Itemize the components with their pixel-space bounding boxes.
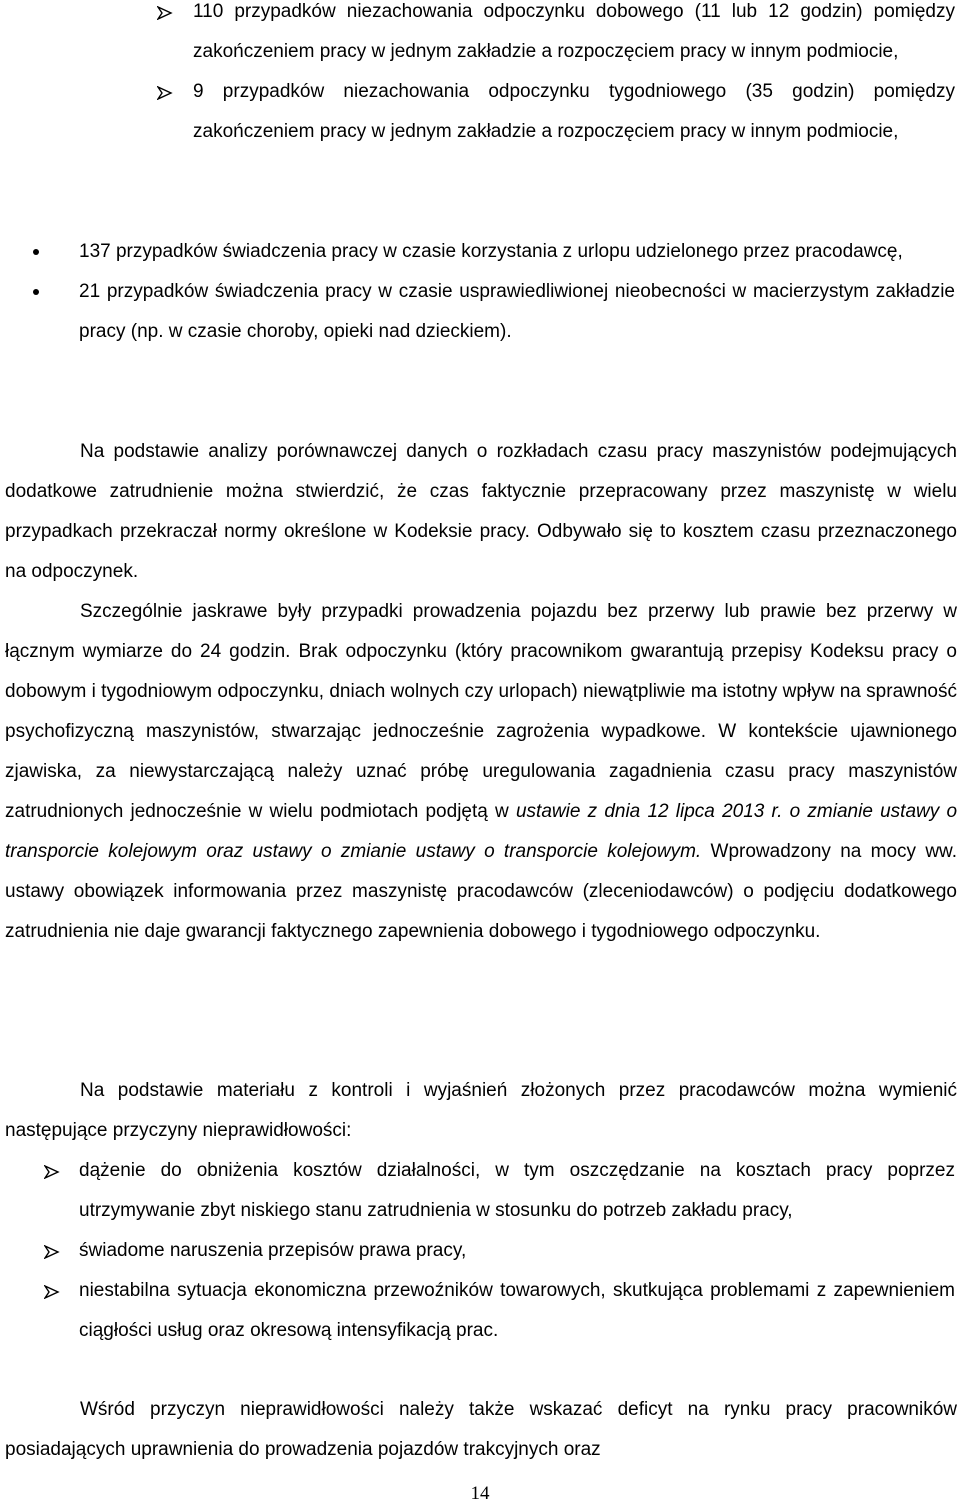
list-item-text: 137 przypadków świadczenia pracy w czasie korzystania z urlopu udzielonego przez pracodawcę,: [79, 241, 903, 262]
list-item-text: 110 przypadków niezachowania odpoczynku dobowego (11 lub 12 godzin) pomiędzy zakończeniem pracy w jednym zakładzie a rozpoczęciem pracy w innym podmiocie,: [193, 1, 955, 62]
bullet-list: [79, 232, 955, 352]
arrow-bullet-icon: [157, 72, 177, 112]
arrow-bullet-icon: [44, 1151, 64, 1191]
paragraph-rest-violations: [5, 592, 957, 952]
list-item-text: 21 przypadków świadczenia pracy w czasie usprawiedliwionej nieobecności w macierzystym zakładzie pracy (np. w czasie choroby, opieki nad dzieckiem).: [79, 281, 955, 342]
list-item: [79, 1231, 955, 1271]
page-number: 14: [470, 1483, 490, 1504]
arrow-list-causes: [79, 1151, 955, 1351]
bullet-dot-icon: [33, 249, 39, 255]
list-item: [79, 1151, 955, 1231]
paragraph-analysis: Na podstawie analizy porównawczej danych o rozkładach czasu pracy maszynistów podejmujących dodatkowe zatrudnienie można stwierdzić, że czas faktycznie przepracowany przez maszynistę w wielu przypadkach przekraczał normy określone w Kodeksie pracy. Odbywało się to kosztem czasu przeznaczonego na odpoczynek.: [5, 441, 957, 582]
arrow-bullet-icon: [157, 0, 177, 32]
list-item-text: niestabilna sytuacja ekonomiczna przewoźników towarowych, skutkująca problemami z zapewnieniem ciągłości usług oraz okresową intensyfikacją prac.: [79, 1280, 955, 1341]
act-title: ustawie z dnia 12 lipca 2013 r. o zmianie ustawy o transporcie kolejowym oraz ustawy o zmianie ustawy o transporcie kolejowym.: [5, 801, 958, 862]
arrow-bullet-icon: [44, 1271, 64, 1311]
arrow-bullet-icon: [44, 1231, 64, 1271]
list-item-text: świadome naruszenia przepisów prawa pracy,: [79, 1240, 467, 1261]
paragraph-causes-intro: Na podstawie materiału z kontroli i wyjaśnień złożonych przez pracodawców można wymienić następujące przyczyny nieprawidłowości:: [5, 1080, 957, 1141]
list-item-text: 9 przypadków niezachowania odpoczynku tygodniowego (35 godzin) pomiędzy zakończeniem pracy w jednym zakładzie a rozpoczęciem pracy w innym podmiocie,: [193, 81, 955, 142]
list-item: [193, 0, 955, 72]
arrow-list-top: [193, 0, 955, 152]
list-item: [79, 272, 955, 352]
bullet-dot-icon: [33, 289, 39, 295]
paragraph-market-deficit: Wśród przyczyn nieprawidłowości należy także wskazać deficyt na rynku pracy pracowników posiadających uprawnienia do prowadzenia pojazdów trakcyjnych oraz: [5, 1399, 957, 1460]
paragraph-text: Wprowadzony na mocy ww. ustawy obowiązek informowania przez maszynistę pracodawców (zleceniodawców) o podjęciu dodatkowego zatrudnienia nie daje gwarancji faktycznego zapewnienia dobowego i tygodniowego odpoczynku.: [5, 841, 958, 942]
list-item: [79, 1271, 955, 1351]
paragraph-text: Szczególnie jaskrawe były przypadki prowadzenia pojazdu bez przerwy lub prawie bez przerwy w łącznym wymiarze do 24 godzin. Brak odpoczynku (który pracownikom gwarantują przepisy Kodeksu pracy o dobowym i tygodniowym odpoczynku, dniach wolnych czy urlopach) niewątpliwie ma istotny wpływ na sprawność psychofizyczną maszynistów, stwarzając jednocześnie zagrożenia wypadkowe. W kontekście ujawnionego zjawiska, za niewystarczającą należy uznać próbę uregulowania zagadnienia czasu pracy maszynistów zatrudnionych jednocześnie w wielu podmiotach podjętą w: [5, 601, 957, 822]
list-item: [79, 232, 955, 272]
list-item: [193, 72, 955, 152]
list-item-text: dążenie do obniżenia kosztów działalności, w tym oszczędzanie na kosztach pracy poprzez utrzymywanie zbyt niskiego stanu zatrudnienia w stosunku do potrzeb zakładu pracy,: [79, 1160, 955, 1221]
